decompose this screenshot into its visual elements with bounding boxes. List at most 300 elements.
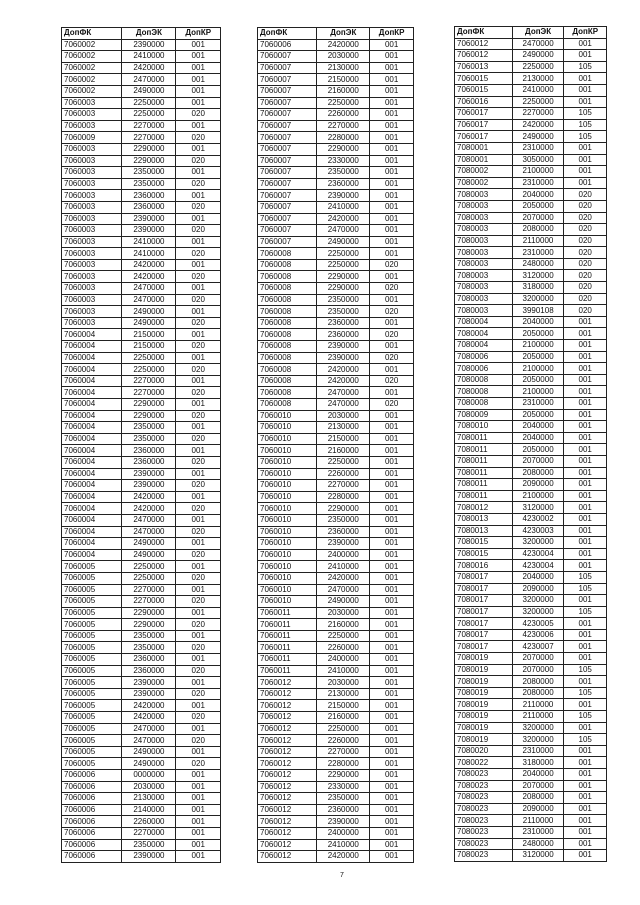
table-row	[258, 839, 414, 851]
cell-dopkr: 001	[564, 641, 607, 653]
cell-dopkr: 001	[370, 700, 414, 712]
cell-dopkr: 001	[370, 665, 414, 677]
cell-dopkr: 001	[370, 387, 414, 399]
table-row	[258, 51, 414, 63]
cell-dopfk: 7060004	[62, 538, 122, 550]
table-row	[62, 317, 221, 329]
table-row	[455, 61, 607, 73]
cell-dopkr: 105	[564, 119, 607, 131]
cell-dopek: 2310000	[512, 142, 564, 154]
cell-dopfk: 7080023	[455, 850, 513, 862]
cell-dopfk: 7060010	[258, 445, 317, 457]
cell-dopek: 2330000	[317, 781, 370, 793]
table-row	[258, 120, 414, 132]
cell-dopkr: 001	[176, 120, 221, 132]
cell-dopfk: 7060012	[455, 50, 513, 62]
cell-dopfk: 7060003	[62, 306, 122, 318]
cell-dopfk: 7080019	[455, 711, 513, 723]
cell-dopfk: 7080012	[455, 502, 513, 514]
table-row	[258, 758, 414, 770]
cell-dopkr: 001	[564, 363, 607, 375]
cell-dopkr: 001	[370, 781, 414, 793]
table-row	[258, 584, 414, 596]
cell-dopfk: 7060003	[62, 120, 122, 132]
cell-dopfk: 7060007	[258, 62, 317, 74]
table-row	[455, 653, 607, 665]
cell-dopfk: 7060003	[62, 259, 122, 271]
cell-dopek: 2480000	[512, 838, 564, 850]
cell-dopfk: 7080023	[455, 792, 513, 804]
cell-dopek: 2360000	[317, 804, 370, 816]
cell-dopfk: 7060004	[62, 399, 122, 411]
cell-dopek: 2110000	[512, 711, 564, 723]
table-row	[62, 688, 221, 700]
cell-dopkr: 001	[370, 607, 414, 619]
table-row	[62, 619, 221, 631]
table-row	[62, 306, 221, 318]
cell-dopfk: 7080019	[455, 722, 513, 734]
cell-dopfk: 7060008	[258, 352, 317, 364]
cell-dopfk: 7060010	[258, 410, 317, 422]
table-row	[62, 584, 221, 596]
table-row	[258, 538, 414, 550]
table-row	[258, 596, 414, 608]
cell-dopek: 3200000	[512, 606, 564, 618]
table-row	[455, 224, 607, 236]
cell-dopkr: 001	[370, 364, 414, 376]
cell-dopkr: 001	[176, 422, 221, 434]
cell-dopfk: 7060006	[62, 851, 122, 863]
cell-dopfk: 7060012	[258, 804, 317, 816]
table-row	[455, 235, 607, 247]
table-row	[62, 596, 221, 608]
cell-dopek: 4230006	[512, 629, 564, 641]
cell-dopek: 2390000	[122, 851, 176, 863]
table-row	[455, 131, 607, 143]
cell-dopkr: 020	[176, 317, 221, 329]
cell-dopkr: 001	[370, 642, 414, 654]
cell-dopek: 2050000	[512, 409, 564, 421]
cell-dopfk: 7060005	[62, 665, 122, 677]
table-row	[62, 526, 221, 538]
table-row	[258, 213, 414, 225]
table-row	[455, 444, 607, 456]
table-row	[62, 387, 221, 399]
cell-dopkr: 001	[564, 467, 607, 479]
table-row	[258, 109, 414, 121]
cell-dopfk: 7060007	[258, 132, 317, 144]
cell-dopkr: 001	[176, 746, 221, 758]
table-row	[62, 572, 221, 584]
cell-dopfk: 7060010	[258, 433, 317, 445]
cell-dopkr: 001	[370, 132, 414, 144]
table-row	[258, 723, 414, 735]
table-row	[455, 699, 607, 711]
cell-dopfk: 7060003	[62, 143, 122, 155]
table-row	[258, 167, 414, 179]
cell-dopfk: 7060008	[258, 375, 317, 387]
table-row	[258, 445, 414, 457]
cell-dopek: 2100000	[512, 386, 564, 398]
table-row	[62, 804, 221, 816]
cell-dopek: 3120000	[512, 850, 564, 862]
cell-dopfk: 7060007	[258, 236, 317, 248]
cell-dopkr: 020	[564, 212, 607, 224]
table-row	[62, 132, 221, 144]
cell-dopfk: 7060003	[62, 294, 122, 306]
cell-dopfk: 7060003	[62, 190, 122, 202]
cell-dopfk: 7060010	[258, 422, 317, 434]
cell-dopek: 2410000	[317, 201, 370, 213]
cell-dopek: 2410000	[317, 561, 370, 573]
table-row	[62, 433, 221, 445]
cell-dopfk: 7080006	[455, 351, 513, 363]
cell-dopek: 2290000	[122, 619, 176, 631]
table-row	[455, 73, 607, 85]
cell-dopkr: 001	[564, 421, 607, 433]
cell-dopkr: 001	[564, 398, 607, 410]
cell-dopek: 2140000	[122, 804, 176, 816]
table-row	[455, 687, 607, 699]
cell-dopfk: 7060007	[258, 74, 317, 86]
table-row	[455, 212, 607, 224]
cell-dopek: 3200000	[512, 537, 564, 549]
table-row	[258, 283, 414, 295]
cell-dopek: 2420000	[317, 375, 370, 387]
table-row	[455, 108, 607, 120]
cell-dopkr: 001	[176, 399, 221, 411]
cell-dopek: 2360000	[122, 201, 176, 213]
cell-dopfk: 7080017	[455, 641, 513, 653]
cell-dopkr: 001	[564, 38, 607, 50]
cell-dopek: 2130000	[122, 793, 176, 805]
cell-dopek: 4230002	[512, 513, 564, 525]
cell-dopfk: 7060005	[62, 584, 122, 596]
table-row	[258, 456, 414, 468]
cell-dopek: 2070000	[512, 780, 564, 792]
table-row	[455, 282, 607, 294]
cell-dopkr: 001	[370, 723, 414, 735]
table-row	[455, 142, 607, 154]
cell-dopek: 2410000	[317, 839, 370, 851]
cell-dopfk: 7080017	[455, 629, 513, 641]
table-column-2	[257, 27, 414, 863]
table-row	[455, 154, 607, 166]
cell-dopfk: 7080011	[455, 479, 513, 491]
cell-dopkr: 001	[564, 479, 607, 491]
cell-dopfk: 7060005	[62, 712, 122, 724]
header-row	[258, 28, 414, 40]
cell-dopfk: 7060008	[258, 329, 317, 341]
table-row	[455, 571, 607, 583]
cell-dopfk: 7060012	[258, 735, 317, 747]
cell-dopfk: 7060010	[258, 503, 317, 515]
cell-dopek: 2270000	[122, 387, 176, 399]
table-row	[455, 200, 607, 212]
cell-dopek: 2250000	[317, 456, 370, 468]
cell-dopkr: 001	[564, 409, 607, 421]
cell-dopek: 2350000	[122, 433, 176, 445]
cell-dopkr: 020	[176, 410, 221, 422]
cell-dopkr: 020	[176, 456, 221, 468]
table-row	[455, 490, 607, 502]
cell-dopek: 2250000	[512, 61, 564, 73]
cell-dopkr: 105	[564, 734, 607, 746]
table-row	[62, 85, 221, 97]
cell-dopkr: 001	[564, 432, 607, 444]
cell-dopkr: 001	[370, 468, 414, 480]
cell-dopfk: 7060003	[62, 178, 122, 190]
cell-dopek: 2130000	[317, 422, 370, 434]
cell-dopkr: 020	[176, 688, 221, 700]
cell-dopfk: 7080003	[455, 247, 513, 259]
cell-dopkr: 001	[564, 815, 607, 827]
table-row	[455, 409, 607, 421]
cell-dopek: 2250000	[317, 259, 370, 271]
table-row	[258, 375, 414, 387]
cell-dopkr: 001	[176, 468, 221, 480]
cell-dopkr: 001	[370, 584, 414, 596]
cell-dopek: 2390000	[317, 190, 370, 202]
cell-dopfk: 7080015	[455, 548, 513, 560]
cell-dopkr: 001	[370, 248, 414, 260]
table-row	[258, 630, 414, 642]
cell-dopkr: 001	[176, 85, 221, 97]
header-dopek: ДопЭК	[317, 28, 370, 40]
table-row	[455, 50, 607, 62]
cell-dopfk: 7060010	[258, 514, 317, 526]
table-row	[258, 178, 414, 190]
cell-dopfk: 7060003	[62, 271, 122, 283]
cell-dopfk: 7060005	[62, 723, 122, 735]
cell-dopek: 4230007	[512, 641, 564, 653]
cell-dopkr: 001	[176, 538, 221, 550]
table-body	[455, 38, 607, 861]
cell-dopfk: 7060007	[258, 85, 317, 97]
cell-dopek: 2420000	[317, 851, 370, 863]
cell-dopek: 2390000	[122, 468, 176, 480]
cell-dopfk: 7060010	[258, 538, 317, 550]
cell-dopfk: 7080003	[455, 305, 513, 317]
cell-dopkr: 001	[564, 722, 607, 734]
cell-dopfk: 7080006	[455, 363, 513, 375]
cell-dopfk: 7060012	[258, 746, 317, 758]
cell-dopek: 2280000	[317, 758, 370, 770]
table-row	[455, 363, 607, 375]
cell-dopek: 2150000	[122, 329, 176, 341]
cell-dopek: 2390000	[122, 677, 176, 689]
table-row	[455, 38, 607, 50]
table-row	[258, 62, 414, 74]
cell-dopfk: 7080019	[455, 699, 513, 711]
cell-dopkr: 001	[370, 213, 414, 225]
cell-dopek: 2030000	[317, 607, 370, 619]
cell-dopfk: 7060012	[258, 700, 317, 712]
cell-dopkr: 001	[370, 712, 414, 724]
cell-dopkr: 020	[564, 305, 607, 317]
header-row	[62, 28, 221, 40]
cell-dopek: 2080000	[512, 792, 564, 804]
cell-dopek: 2470000	[317, 584, 370, 596]
cell-dopek: 2070000	[512, 664, 564, 676]
cell-dopfk: 7080017	[455, 571, 513, 583]
table-row	[258, 770, 414, 782]
cell-dopkr: 001	[564, 560, 607, 572]
cell-dopfk: 7060006	[62, 770, 122, 782]
cell-dopkr: 020	[564, 224, 607, 236]
cell-dopkr: 020	[564, 200, 607, 212]
cell-dopek: 2250000	[317, 248, 370, 260]
cell-dopkr: 001	[370, 677, 414, 689]
cell-dopek: 2250000	[122, 561, 176, 573]
cell-dopfk: 7080004	[455, 340, 513, 352]
table-row	[258, 433, 414, 445]
cell-dopfk: 7060012	[258, 712, 317, 724]
cell-dopfk: 7080023	[455, 838, 513, 850]
cell-dopfk: 7060008	[258, 364, 317, 376]
cell-dopkr: 020	[176, 433, 221, 445]
cell-dopfk: 7080013	[455, 513, 513, 525]
table-row	[258, 39, 414, 51]
cell-dopfk: 7060003	[62, 167, 122, 179]
table-row	[62, 178, 221, 190]
table-row	[62, 851, 221, 863]
cell-dopfk: 7080003	[455, 189, 513, 201]
cell-dopfk: 7080019	[455, 653, 513, 665]
header-dopfk: ДопФК	[258, 28, 317, 40]
table-row	[62, 294, 221, 306]
cell-dopkr: 001	[370, 201, 414, 213]
table-row	[258, 503, 414, 515]
cell-dopfk: 7060012	[258, 793, 317, 805]
table-body	[62, 39, 221, 862]
table-row	[62, 341, 221, 353]
cell-dopfk: 7060005	[62, 746, 122, 758]
cell-dopek: 2420000	[122, 271, 176, 283]
cell-dopkr: 001	[370, 225, 414, 237]
cell-dopfk: 7060012	[258, 770, 317, 782]
cell-dopkr: 001	[564, 166, 607, 178]
cell-dopek: 2390000	[317, 538, 370, 550]
cell-dopfk: 7080002	[455, 166, 513, 178]
cell-dopkr: 020	[176, 572, 221, 584]
cell-dopek: 2280000	[317, 132, 370, 144]
cell-dopfk: 7060004	[62, 468, 122, 480]
table-row	[258, 642, 414, 654]
cell-dopkr: 105	[564, 131, 607, 143]
cell-dopek: 2310000	[512, 826, 564, 838]
cell-dopek: 2470000	[512, 38, 564, 50]
cell-dopfk: 7060012	[258, 677, 317, 689]
cell-dopkr: 001	[370, 630, 414, 642]
table-row	[455, 548, 607, 560]
cell-dopfk: 7060003	[62, 155, 122, 167]
cell-dopek: 2040000	[512, 421, 564, 433]
cell-dopfk: 7060012	[258, 851, 317, 863]
table-row	[455, 258, 607, 270]
cell-dopfk: 7060012	[258, 827, 317, 839]
table-row	[62, 143, 221, 155]
cell-dopek: 2350000	[122, 630, 176, 642]
cell-dopek: 2290000	[317, 770, 370, 782]
table-row	[62, 561, 221, 573]
cell-dopek: 2420000	[317, 213, 370, 225]
cell-dopfk: 7060008	[258, 294, 317, 306]
cell-dopfk: 7060010	[258, 468, 317, 480]
table-row	[258, 781, 414, 793]
cell-dopfk: 7060005	[62, 596, 122, 608]
cell-dopek: 2270000	[122, 375, 176, 387]
cell-dopfk: 7080017	[455, 595, 513, 607]
cell-dopfk: 7060015	[455, 84, 513, 96]
cell-dopkr: 001	[176, 630, 221, 642]
cell-dopek: 2050000	[512, 200, 564, 212]
cell-dopfk: 7080003	[455, 293, 513, 305]
cell-dopfk: 7060011	[258, 642, 317, 654]
cell-dopkr: 001	[370, 827, 414, 839]
cell-dopfk: 7060003	[62, 248, 122, 260]
cell-dopek: 2490000	[122, 549, 176, 561]
table-row	[62, 271, 221, 283]
cell-dopkr: 001	[370, 155, 414, 167]
cell-dopek: 2090000	[512, 479, 564, 491]
table-row	[62, 723, 221, 735]
table-row	[62, 712, 221, 724]
header-dopfk: ДопФК	[455, 27, 513, 39]
cell-dopkr: 001	[176, 723, 221, 735]
cell-dopfk: 7080003	[455, 224, 513, 236]
cell-dopkr: 001	[564, 351, 607, 363]
cell-dopek: 2270000	[122, 596, 176, 608]
cell-dopek: 2470000	[122, 526, 176, 538]
cell-dopek: 2030000	[317, 410, 370, 422]
cell-dopkr: 001	[176, 74, 221, 86]
table-row	[258, 480, 414, 492]
table-row	[455, 479, 607, 491]
table-row	[62, 503, 221, 515]
cell-dopkr: 020	[176, 271, 221, 283]
cell-dopkr: 001	[176, 329, 221, 341]
cell-dopek: 3180000	[512, 282, 564, 294]
cell-dopfk: 7060008	[258, 341, 317, 353]
table-row	[455, 119, 607, 131]
table-row	[455, 351, 607, 363]
table-row	[62, 399, 221, 411]
cell-dopfk: 7060012	[258, 723, 317, 735]
cell-dopfk: 7080022	[455, 757, 513, 769]
table-row	[62, 735, 221, 747]
table-row	[258, 399, 414, 411]
cell-dopfk: 7060008	[258, 259, 317, 271]
cell-dopfk: 7060003	[62, 97, 122, 109]
cell-dopkr: 001	[564, 177, 607, 189]
cell-dopek: 2100000	[512, 166, 564, 178]
cell-dopkr: 001	[370, 410, 414, 422]
cell-dopek: 3180000	[512, 757, 564, 769]
cell-dopek: 2410000	[122, 236, 176, 248]
cell-dopfk: 7060007	[258, 143, 317, 155]
header-dopkr: ДопКР	[564, 27, 607, 39]
cell-dopek: 4230004	[512, 560, 564, 572]
table-row	[258, 793, 414, 805]
cell-dopek: 3200000	[512, 595, 564, 607]
table-row	[258, 422, 414, 434]
cell-dopkr: 001	[564, 745, 607, 757]
cell-dopek: 2250000	[317, 723, 370, 735]
cell-dopek: 2090000	[512, 803, 564, 815]
cell-dopkr: 001	[564, 328, 607, 340]
cell-dopfk: 7080008	[455, 374, 513, 386]
